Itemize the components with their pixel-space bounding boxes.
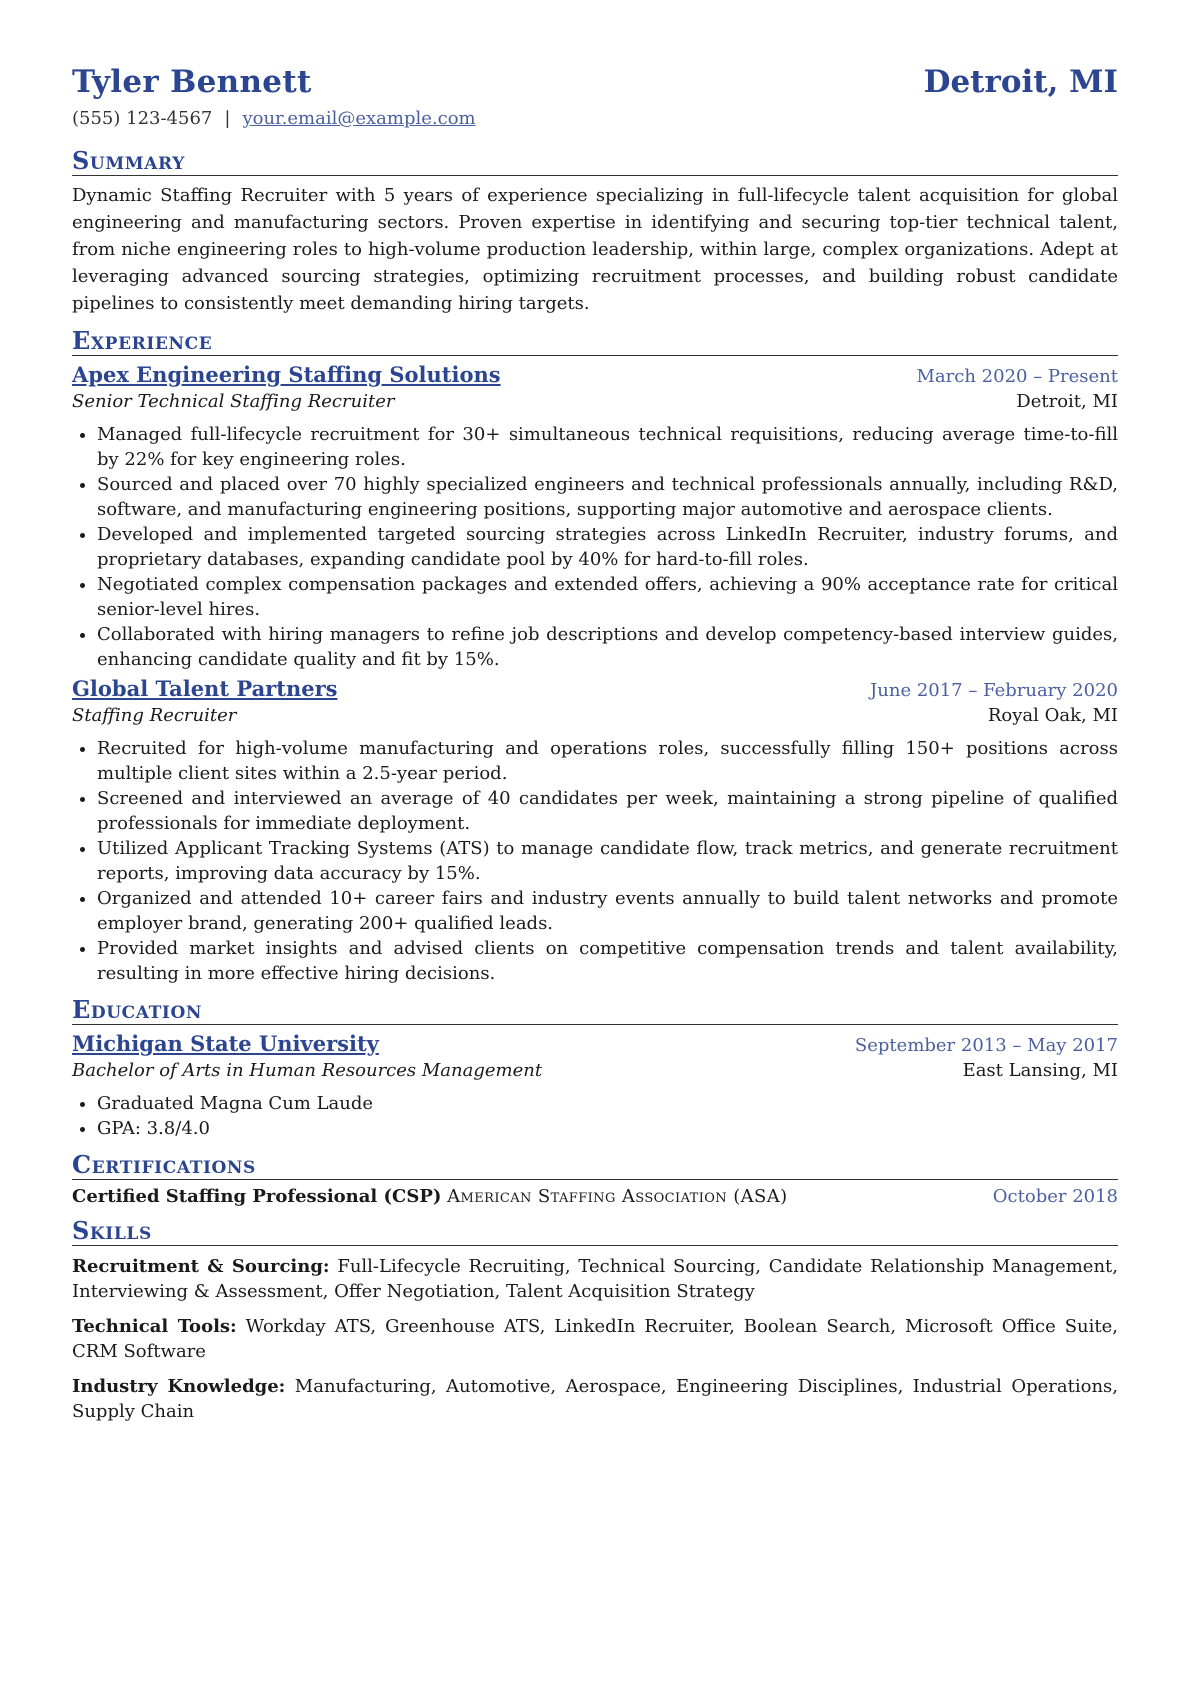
- education-bullets: [72, 1091, 1118, 1141]
- skill-label: Industry Knowledge:: [72, 1376, 286, 1397]
- skill-label: Technical Tools:: [72, 1316, 237, 1337]
- resume-header: [72, 64, 1118, 100]
- job-bullets: [72, 736, 1118, 986]
- certification-date: October 2018: [992, 1186, 1118, 1207]
- section-title-certifications: Certifications: [72, 1151, 1118, 1180]
- school-location: East Lansing, MI: [962, 1060, 1118, 1081]
- education-dates: September 2013 – May 2017: [854, 1035, 1118, 1056]
- contact-line: [72, 108, 1118, 129]
- section-title-education: Education: [72, 996, 1118, 1025]
- list-item: • Screened and interviewed an average of 40 candidates per week, maintaining a strong pipeline of qualified professionals for immediate deployment.: [97, 786, 1118, 836]
- skill-label: Recruitment & Sourcing:: [72, 1256, 330, 1277]
- skill-value: Workday ATS, Greenhouse ATS, LinkedIn Recruiter, Boolean Search, Microsoft Office Suite, CRM Software: [72, 1316, 1118, 1362]
- certification-name: Certified Staffing Professional (CSP): [72, 1186, 442, 1207]
- job-location: Royal Oak, MI: [987, 705, 1118, 726]
- skill-value: Manufacturing, Automotive, Aerospace, Engineering Disciplines, Industrial Operations, Supply Chain: [72, 1376, 1118, 1422]
- list-item: • Provided market insights and advised clients on competitive compensation trends and talent availability, resulting in more effective hiring decisions.: [97, 936, 1118, 986]
- certification-entry: [72, 1186, 1118, 1207]
- skill-row: [72, 1374, 1118, 1424]
- list-item: • Managed full-lifecycle recruitment for 30+ simultaneous technical requisitions, reducing average time-to-fill by 22% for key engineering roles.: [97, 422, 1118, 472]
- job-location: Detroit, MI: [1016, 391, 1118, 412]
- company-link[interactable]: Apex Engineering Staffing Solutions: [72, 362, 501, 387]
- experience-entry: [72, 362, 1118, 672]
- list-item: • Sourced and placed over 70 highly specialized engineers and technical professionals annually, including R&D, software, and manufacturing engineering positions, supporting major automotive and aerospace clients.: [97, 472, 1118, 522]
- summary-text: Dynamic Staffing Recruiter with 5 years of experience specializing in full-lifecycle talent acquisition for global engineering and manufacturing sectors. Proven expertise in identifying and securing top-tier technical talent, from niche engineering roles to high-volume production leadership, within large, complex organizations. Adept at leveraging advanced sourcing strategies, optimizing recruitment processes, and building robust candidate pipelines to consistently meet demanding hiring targets.: [72, 185, 1118, 314]
- list-item: • Graduated Magna Cum Laude: [97, 1091, 1118, 1116]
- experience-entry: [72, 676, 1118, 986]
- list-item: • Developed and implemented targeted sourcing strategies across LinkedIn Recruiter, industry forums, and proprietary databases, expanding candidate pool by 40% for hard-to-fill roles.: [97, 522, 1118, 572]
- phone-number: (555) 123-4567: [72, 108, 213, 129]
- contact-separator: |: [224, 108, 231, 129]
- job-title: Senior Technical Staffing Recruiter: [72, 391, 395, 412]
- skill-row: [72, 1254, 1118, 1304]
- job-title: Staffing Recruiter: [72, 705, 237, 726]
- list-item: • Collaborated with hiring managers to refine job descriptions and develop competency-based interview guides, enhancing candidate quality and fit by 15%.: [97, 622, 1118, 672]
- section-title-summary: Summary: [72, 147, 1118, 176]
- certification-org: American Staffing Association (ASA): [447, 1186, 788, 1207]
- section-title-experience: Experience: [72, 327, 1118, 356]
- email-link[interactable]: your.email@example.com: [242, 108, 476, 129]
- job-dates: June 2017 – February 2020: [870, 680, 1118, 701]
- skill-value: Full-Lifecycle Recruiting, Technical Sourcing, Candidate Relationship Management, Interviewing & Assessment, Offer Negotiation, Talent Acquisition Strategy: [72, 1256, 1118, 1302]
- candidate-name: Tyler Bennett: [72, 64, 312, 100]
- list-item: • Utilized Applicant Tracking Systems (ATS) to manage candidate flow, track metrics, and generate recruitment reports, improving data accuracy by 15%.: [97, 836, 1118, 886]
- education-entry: [72, 1031, 1118, 1141]
- candidate-location: Detroit, MI: [923, 64, 1118, 100]
- list-item: • Recruited for high-volume manufacturing and operations roles, successfully filling 150+ positions across multiple client sites within a 2.5-year period.: [97, 736, 1118, 786]
- company-link[interactable]: Global Talent Partners: [72, 676, 338, 701]
- school-link[interactable]: Michigan State University: [72, 1031, 379, 1056]
- section-title-skills: Skills: [72, 1217, 1118, 1246]
- job-dates: March 2020 – Present: [916, 366, 1118, 387]
- list-item: • GPA: 3.8/4.0: [97, 1116, 1118, 1141]
- skill-row: [72, 1314, 1118, 1364]
- degree: Bachelor of Arts in Human Resources Management: [72, 1060, 543, 1081]
- list-item: • Organized and attended 10+ career fairs and industry events annually to build talent networks and promote employer brand, generating 200+ qualified leads.: [97, 886, 1118, 936]
- job-bullets: [72, 422, 1118, 672]
- list-item: • Negotiated complex compensation packages and extended offers, achieving a 90% acceptance rate for critical senior-level hires.: [97, 572, 1118, 622]
